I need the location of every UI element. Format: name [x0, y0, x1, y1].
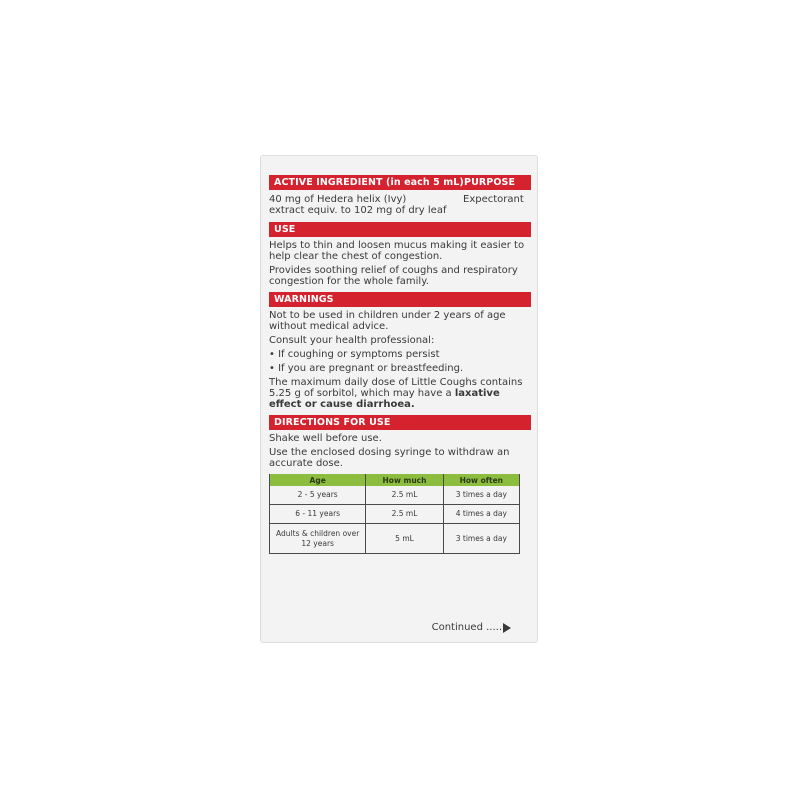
dosage-table — [269, 474, 520, 554]
warnings-sorbitol-text: The maximum daily dose of Little Coughs contains 5.25 g of sorbitol, which may have a — [269, 377, 523, 399]
dosage-table-header-row — [270, 474, 520, 486]
dosage-amount-cell: 5 mL — [366, 524, 443, 554]
warnings-bullet-2: • If you are pregnant or breastfeeding. — [269, 363, 464, 374]
warnings-paragraph-3 — [269, 377, 531, 410]
label-content — [269, 175, 531, 559]
warnings-header — [269, 292, 531, 307]
dosage-header-how-much: How much — [366, 474, 443, 486]
ingredient-text — [269, 194, 461, 216]
directions-paragraph-2: Use the enclosed dosing syringe to withdraw an accurate dose. — [269, 447, 510, 469]
product-label-panel — [260, 155, 538, 643]
warnings-bullet-1: • If coughing or symptoms persist — [269, 349, 440, 360]
use-paragraph-1: Helps to thin and loosen mucus making it easier to help clear the chest of congestion. — [269, 240, 525, 262]
warnings-paragraph-1: Not to be used in children under 2 years of age without medical advice. — [269, 310, 506, 332]
dosage-header-age: Age — [270, 474, 366, 486]
ingredient-line-1: 40 mg of Hedera helix (Ivy) — [269, 194, 407, 205]
use-title: USE — [274, 224, 296, 235]
ingredient-purpose: Expectorant — [463, 194, 524, 205]
purpose-title: PURPOSE — [464, 177, 516, 188]
ingredient-line-2: extract equiv. to 102 mg of dry leaf — [269, 205, 447, 216]
dosage-frequency-cell: 3 times a day — [443, 524, 519, 554]
dosage-amount-cell: 2.5 mL — [366, 505, 443, 524]
use-paragraph-2: Provides soothing relief of coughs and respiratory congestion for the whole family. — [269, 265, 518, 287]
dosage-age-cell: Adults & children over 12 years — [270, 524, 366, 554]
continued-note — [432, 622, 511, 633]
arrow-right-icon — [503, 623, 511, 633]
warnings-paragraph-2: Consult your health professional: — [269, 335, 435, 346]
table-row — [270, 524, 520, 554]
active-ingredient-title: ACTIVE INGREDIENT (in each 5 mL) — [274, 177, 464, 188]
dosage-age-cell: 6 - 11 years — [270, 505, 366, 524]
directions-header — [269, 415, 531, 430]
dosage-amount-cell: 2.5 mL — [366, 486, 443, 505]
dosage-frequency-cell: 4 times a day — [443, 505, 519, 524]
use-header — [269, 222, 531, 237]
warnings-body — [269, 310, 531, 410]
active-ingredient-header — [269, 175, 531, 190]
dosage-header-how-often: How often — [443, 474, 519, 486]
table-row — [270, 486, 520, 505]
warnings-laxative-text: laxative effect or cause diarrhoea. — [269, 388, 500, 410]
directions-title: DIRECTIONS FOR USE — [274, 417, 391, 428]
directions-paragraph-1: Shake well before use. — [269, 433, 382, 444]
use-body — [269, 240, 531, 287]
warnings-title: WARNINGS — [274, 294, 334, 305]
continued-text: Continued ..... — [431, 622, 502, 633]
ingredient-row — [269, 194, 531, 216]
directions-body — [269, 433, 531, 554]
dosage-age-cell: 2 - 5 years — [270, 486, 366, 505]
table-row — [270, 505, 520, 524]
dosage-frequency-cell: 3 times a day — [443, 486, 519, 505]
